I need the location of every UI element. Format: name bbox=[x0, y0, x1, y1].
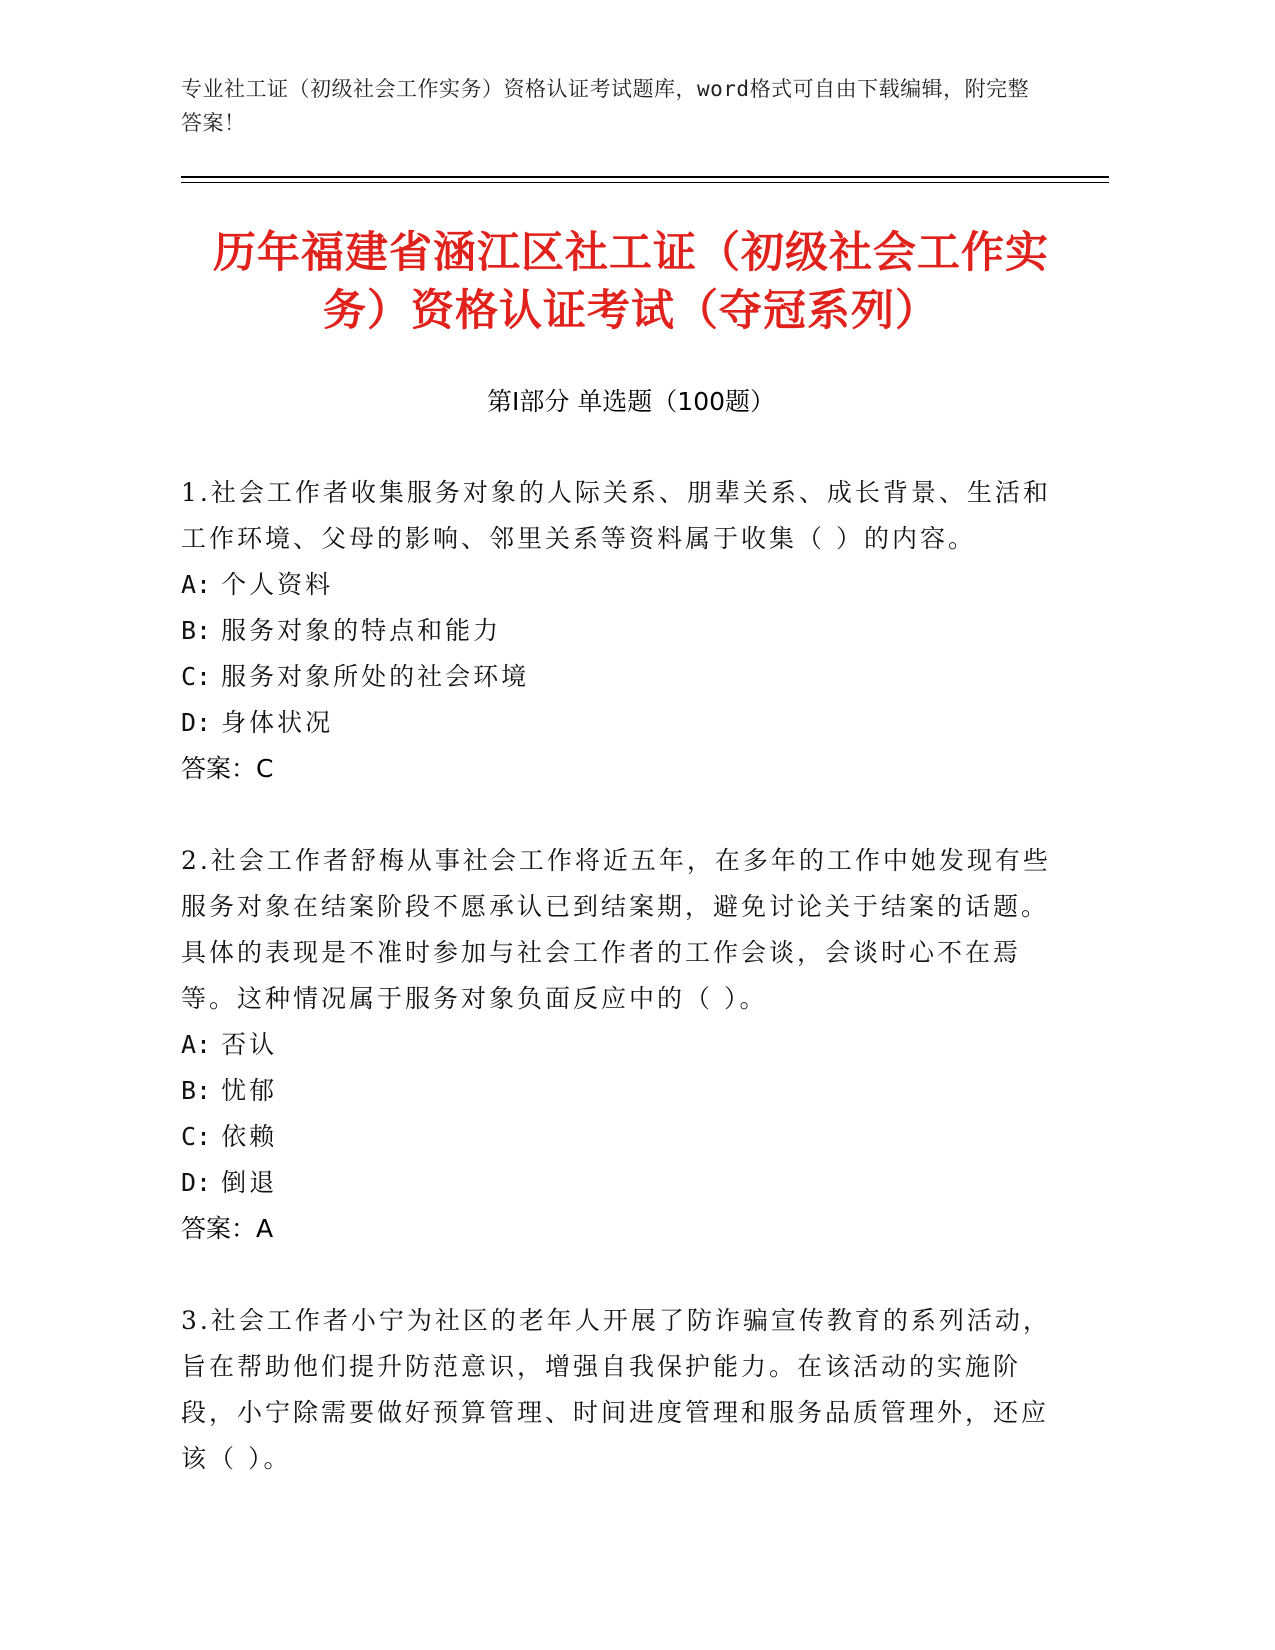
option-text: 个人资料 bbox=[221, 570, 334, 599]
option-letter: C: bbox=[181, 1122, 212, 1151]
option-c bbox=[181, 1114, 1061, 1160]
header-divider-thick bbox=[181, 176, 1109, 178]
option-text: 依赖 bbox=[221, 1122, 278, 1151]
option-letter: D: bbox=[181, 1168, 212, 1197]
question-list bbox=[181, 470, 1061, 1528]
option-a bbox=[181, 562, 1061, 608]
page-header bbox=[181, 72, 1041, 140]
question-stem: 1.社会工作者收集服务对象的人际关系、朋辈关系、成长背景、生活和工作环境、父母的影响、邻里关系等资料属于收集（ ）的内容。 bbox=[181, 478, 1051, 553]
option-text: 倒退 bbox=[221, 1168, 278, 1197]
option-b bbox=[181, 1068, 1061, 1114]
option-letter: B: bbox=[181, 616, 212, 645]
option-c bbox=[181, 654, 1061, 700]
option-letter: B: bbox=[181, 1076, 212, 1105]
question-stem: 2.社会工作者舒梅从事社会工作将近五年，在多年的工作中她发现有些服务对象在结案阶段不愿承认已到结案期，避免讨论关于结案的话题。具体的表现是不准时参加与社会工作者的工作会谈，会谈时心不在焉等。这种情况属于服务对象负面反应中的（ ）。 bbox=[181, 846, 1051, 1013]
option-text: 服务对象的特点和能力 bbox=[221, 616, 502, 645]
option-letter: A: bbox=[181, 1030, 212, 1059]
option-b bbox=[181, 608, 1061, 654]
option-d bbox=[181, 700, 1061, 746]
header-divider-thin bbox=[181, 182, 1109, 183]
section-title: 第Ⅰ部分 单选题（100题） bbox=[486, 387, 776, 416]
option-letter: A: bbox=[181, 570, 212, 599]
option-text: 否认 bbox=[221, 1030, 278, 1059]
answer-line: 答案：A bbox=[181, 1214, 274, 1243]
question-3 bbox=[181, 1298, 1061, 1482]
option-d bbox=[181, 1160, 1061, 1206]
question-2 bbox=[181, 838, 1061, 1252]
option-a bbox=[181, 1022, 1061, 1068]
question-stem: 3.社会工作者小宁为社区的老年人开展了防诈骗宣传教育的系列活动，旨在帮助他们提升防范意识，增强自我保护能力。在该活动的实施阶段，小宁除需要做好预算管理、时间进度管理和服务品质管理外，还应该（ ）。 bbox=[181, 1306, 1051, 1473]
option-text: 忧郁 bbox=[221, 1076, 278, 1105]
option-text: 身体状况 bbox=[221, 708, 334, 737]
option-text: 服务对象所处的社会环境 bbox=[221, 662, 530, 691]
answer-line: 答案：C bbox=[181, 754, 274, 783]
document-title: 历年福建省涵江区社工证（初级社会工作实务）资格认证考试（夺冠系列） bbox=[213, 228, 1049, 336]
option-letter: D: bbox=[181, 708, 212, 737]
header-text: 专业社工证（初级社会工作实务）资格认证考试题库，word格式可自由下载编辑，附完整答案！ bbox=[181, 77, 1030, 135]
question-1 bbox=[181, 470, 1061, 792]
option-letter: C: bbox=[181, 662, 212, 691]
